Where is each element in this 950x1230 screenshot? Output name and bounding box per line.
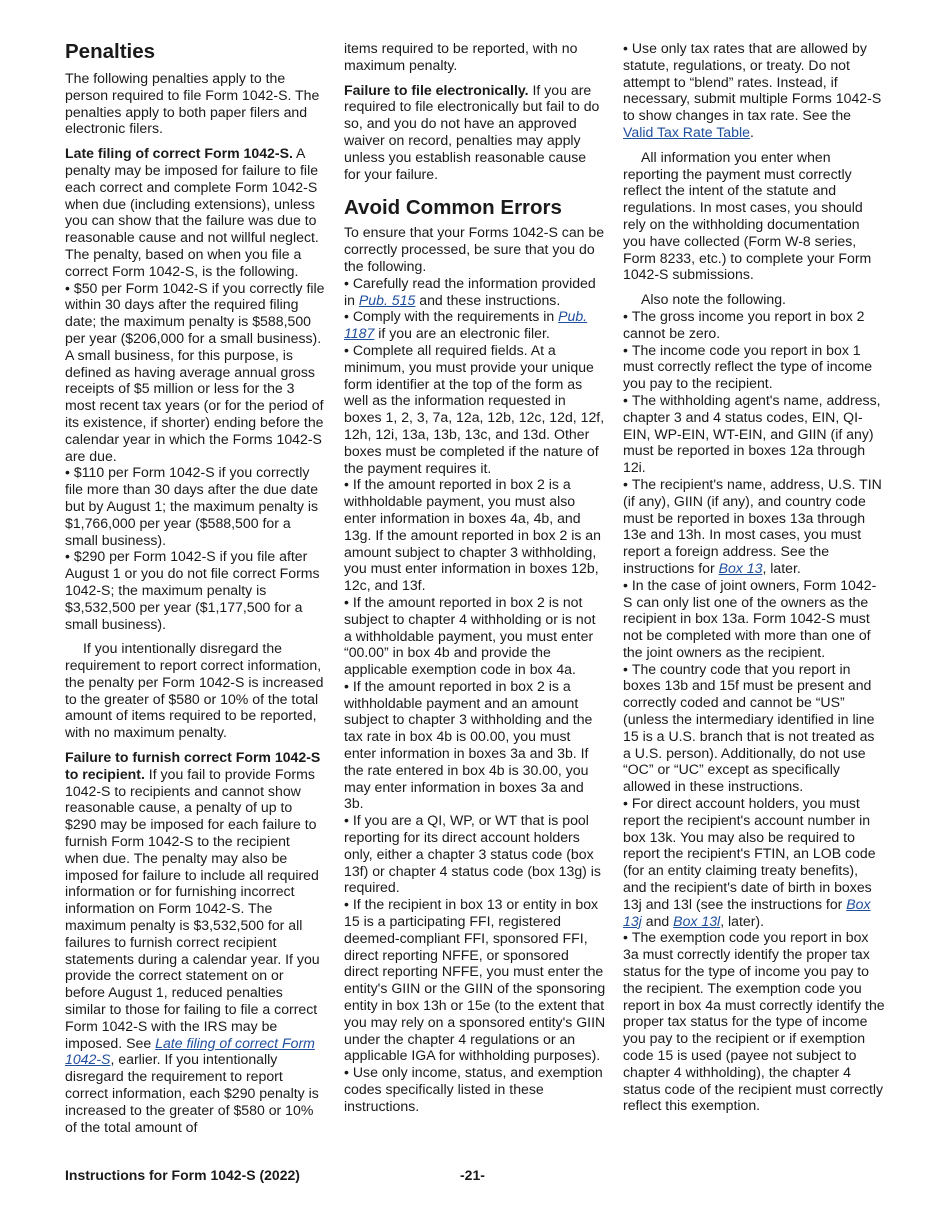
errors-bullet-pub1187 [344,308,606,342]
errors-bullet-pool: • If you are a QI, WP, or WT that is pool reporting for its direct account holders only, either a chapter 3 status code (box 13f) or chapter 4 status code (box 13g) is required. [344,812,606,896]
bullet-text: if you are an electronic filer. [374,325,550,342]
errors-bullet-required-fields: • Complete all required fields. At a minimum, you must provide your unique form identifier at the top of the form as well as the information requested in boxes 1, 2, 3, 7a, 12a, 12b, 12c, 12d, 12f, 12h, 12i, 13a, 13b, 13c, and 13d. Other boxes must be completed if the nature of the payment requires it. [344,342,606,476]
disregard-paragraph: If you intentionally disregard the requirement to report correct information, the penalty per Form 1042-S is increased to the greater of $580 or 10% of the total amount of items required to be reported, with no maximum penalty. [65,640,324,741]
errors-bullet-rates [623,40,885,141]
electronic-body: If you are required to file electronically but fail to do so, and you do not have an approved waiver on record, penalties may apply unless you establish reasonable cause for your failure. [344,81,600,182]
errors-bullet-pub515 [344,275,606,309]
note-bullet-account-holders [623,795,885,929]
column-3 [623,40,885,1114]
bullet-text: The recipient's name, address, U.S. TIN (if any), GIIN (if any), and country code must be reported in boxes 13a through 13e and 13h. In most cases, you must report a foreign address. See the instructions for [623,475,882,576]
late-filing-heading: Late filing of correct Form 1042-S. [65,145,293,162]
penalties-heading: Penalties [65,40,156,63]
note-bullet-income-code: • The income code you report in box 1 must correctly reflect the type of income you pay to the recipient. [623,342,885,392]
electronic-heading: Failure to file electronically. [344,81,529,98]
pub-1187-link[interactable]: Pub. 1187 [344,308,588,342]
penalty-bullet-110: • $110 per Form 1042-S if you correctly file more than 30 days after the due date but by August 1; the maximum penalty is $1,766,000 per year ($588,500 for a small business). [65,464,327,548]
late-filing-link[interactable]: Late filing of correct Form 1042-S [65,1034,315,1068]
late-filing-paragraph [65,145,327,279]
furnish-body-2: , earlier. If you intentionally disregard the requirement to report correct information, each $290 penalty is increased to the greater of $580 or 10% of the total amount of [65,1051,319,1135]
box-13j-link[interactable]: Box 13j [623,895,871,929]
bullet-text: Comply with the requirements in [352,308,559,325]
box-13l-link[interactable]: Box 13l [673,912,721,929]
valid-tax-rate-table-link[interactable]: Valid Tax Rate Table [623,123,750,140]
bullet-text: Use only tax rates that are allowed by statute, regulations, or treaty. Do not attempt to “blend” rates. Instead, if necessary, submit multiple Forms 1042-S to show changes in tax rate. See the [623,40,882,124]
avoid-errors-heading: Avoid Common Errors [344,196,562,220]
errors-bullet-tax-rate: • If the amount reported in box 2 is a withholdable payment and an amount subject to chapter 3 withholding and the tax rate in box 4b is 00.00, you must enter information in boxes 3a and 3b. If the rate entered in box 4b is 30.00, you may enter information in boxes 3a and 3b. [344,678,606,812]
penalty-bullet-50: • $50 per Form 1042-S if you correctly file within 30 days after the required filing date; the maximum penalty is $588,500 per year ($206,000 for a small business). A small business, for this purpose, is defined as having average annual gross receipts of $5 million or less for the 3 most recent tax years (or for the period of its existence, if shorter) ending before the calendar year in which the Forms 1042-S are due. [65,280,327,465]
column-2 [344,40,606,1115]
information-paragraph: All information you enter when reporting the payment must correctly reflect the intent of the statute and regulations. In most cases, you should rely on the withholding documentation you have collected (Form W-8 series, Form 8233, etc.) to complete your Form 1042-S submissions. [623,148,872,283]
note-bullet-exemption-code: • The exemption code you report in box 3a must correctly identify the proper tax status for the type of income you pay to the recipient. The exemption code you report in box 4a must correctly identify the proper tax status for the type of income you pay to the recipient or if exemption code 15 is used (payee not subject to chapter 4 withholding), the chapter 4 status code of the recipient must correctly reflect this exemption. [623,929,885,1114]
furnish-body-1: If you fail to provide Forms 1042-S to recipients and cannot show reasonable cause, a penalty of up to $290 may be imposed for each failure to furnish Form 1042-S to the recipient when due. The penalty may also be imposed for failure to include all required information or for furnishing incorrect information on Form 1042-S. The maximum penalty is $3,532,500 for all failures to furnish correct recipient statements during a calendar year. If you provide the correct statement on or before August 1, reduced penalties similar to those for failing to file a correct Form 1042-S with the IRS may be imposed. See [65,765,320,1051]
bullet-text: and these instructions. [415,291,561,308]
note-following: Also note the following. [641,291,786,308]
pub-515-link[interactable]: Pub. 515 [358,291,416,308]
bullet-text: Carefully read the information provided in [344,274,596,308]
note-bullet-country-code: • The country code that you report in boxes 13b and 15f must be present and correctly coded and cannot be “US” (unless the intermediary identified in line 15 is a U.S. branch that is not treated as a U.S. person). Additionally, do not use “OC” or “UC” except as specifically allowed in these instructions. [623,661,885,795]
bullet-text: For direct account holders, you must report the recipient's account number in box 13k. You may also be required to report the recipient's FTIN, an LOB code (for an entity claiming treaty benefits), and the recipient's date of birth in boxes 13j and 13l (see the instructions for [623,795,876,912]
note-bullet-gross-income: • The gross income you report in box 2 cannot be zero. [623,308,885,342]
errors-bullet-not-subject: • If the amount reported in box 2 is not subject to chapter 4 withholding or is not a withholdable payment, you must enter “00.00” in box 4b and provide the applicable exemption code in box 4a. [344,594,606,678]
note-bullet-agent: • The withholding agent's name, address, chapter 3 and 4 status codes, EIN, QI-EIN, WP-EIN, WT-EIN, and GIIN (if any) must be reported in boxes 12a through 12i. [623,392,885,476]
bullet-text: , later. [762,559,801,576]
note-bullet-joint-owners: • In the case of joint owners, Form 1042-S can only list one of the owners as the recipient in box 13a. Form 1042-S must not be completed with more than one of the joint owners as the recipient. [623,577,885,661]
penalty-bullet-290: • $290 per Form 1042-S if you file after August 1 or you do not file correct Forms 1042-S; the maximum penalty is $3,532,500 per year ($1,177,500 for a small business). [65,548,327,632]
errors-bullet-giin: • If the recipient in box 13 or entity in box 15 is a participating FFI, registered deemed-compliant FFI, sponsored FFI, direct reporting NFFE, or sponsored direct reporting NFFE, you must enter the entity's GIIN or the GIIN of the sponsoring entity in box 13h or 15e (to the extent that you may rely on a sponsored entity's GIIN under the chapter 4 regulations or an applicable IGA for withholding purposes). [344,896,606,1064]
avoid-errors-intro: To ensure that your Forms 1042-S can be correctly processed, be sure that you do the following. [344,224,605,274]
footer-form-title: Instructions for Form 1042-S (2022) [65,1167,300,1183]
page-number: -21- [460,1167,485,1183]
errors-bullet-withholdable: • If the amount reported in box 2 is a withholdable payment, you must also enter information in boxes 4a, 4b, and 13g. If the amount reported in box 2 is an amount subject to chapter 3 withholding, you must enter information in boxes 12b, 12c, and 13f. [344,476,606,594]
late-filing-body: A penalty may be imposed for failure to file each correct and complete Form 1042-S when due (including extensions), unless you can show that the failure was due to reasonable cause and not willful neglect. The penalty, based on when you file a correct Form 1042-S, is the following. [65,145,319,279]
bullet-text: and [641,912,674,929]
note-bullet-recipient [623,476,885,577]
furnish-paragraph [65,749,327,1135]
penalties-intro: The following penalties apply to the person required to file Form 1042-S. The penalties apply to both paper filers and electronic filers. [65,70,320,137]
errors-bullet-codes: • Use only income, status, and exemption codes specifically listed in these instructions. [344,1064,606,1114]
continued-text: items required to be reported, with no maximum penalty. [344,40,578,73]
furnish-heading: Failure to furnish correct Form 1042-S to recipient. [65,749,321,782]
electronic-paragraph [344,82,606,183]
box-13-link[interactable]: Box 13 [718,559,763,576]
column-1 [65,40,327,1143]
bullet-text: . [749,123,754,140]
bullet-text: , later). [720,912,765,929]
